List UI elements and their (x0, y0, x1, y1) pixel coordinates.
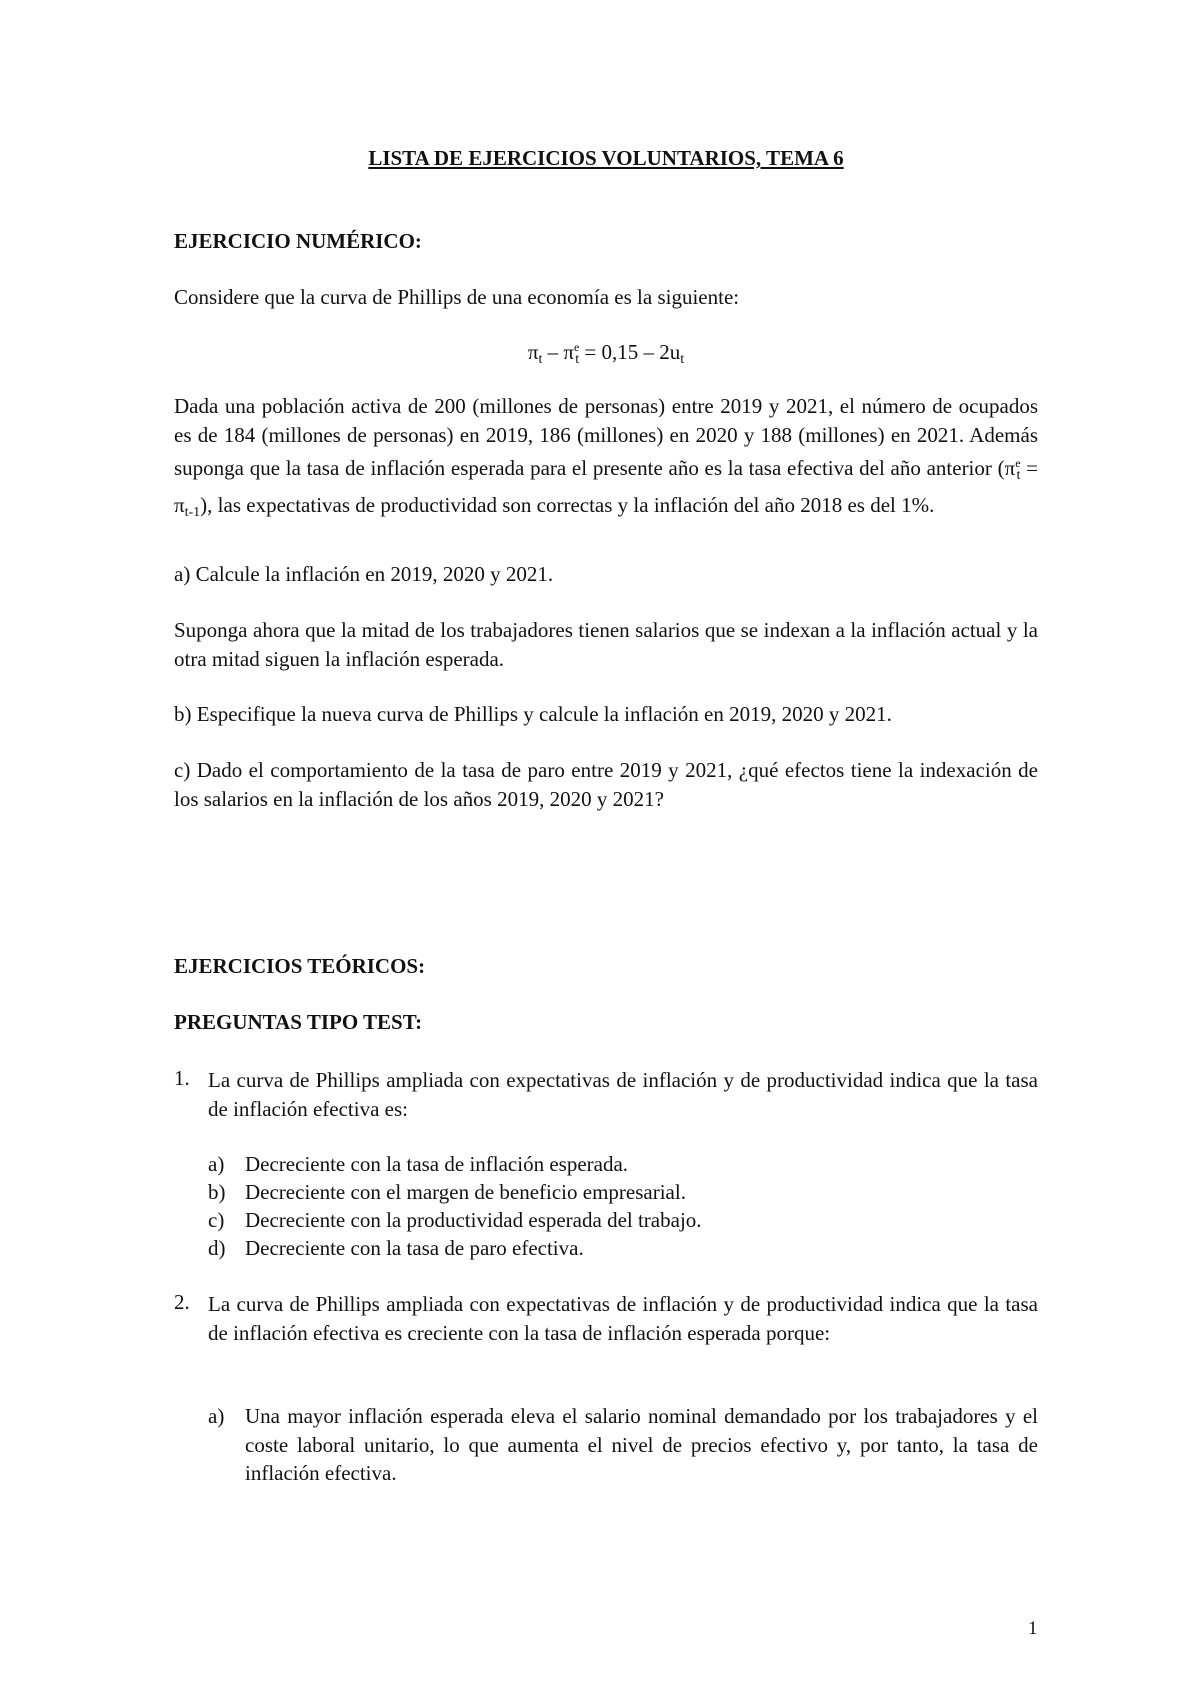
question-number: 2. (174, 1290, 190, 1314)
document-title: LISTA DE EJERCICIOS VOLUNTARIOS, TEMA 6 (368, 146, 844, 170)
option-letter: d) (208, 1236, 226, 1260)
problem-statement (174, 392, 1038, 527)
inline-sub-t-minus-1: t-1 (184, 504, 201, 520)
problem-text-2: ), las expectativas de productividad son correctas y la inflación del año 2018 es del 1%. (200, 492, 935, 517)
option-text: Decreciente con la tasa de inflación esperada. (245, 1152, 629, 1176)
option-letter: b) (208, 1180, 226, 1204)
question-b: b) Especifique la nueva curva de Phillips y calcule la inflación en 2019, 2020 y 2021. (174, 702, 892, 726)
inline-pi: π (1004, 456, 1016, 480)
question-number: 1. (174, 1066, 190, 1090)
option-text: Decreciente con el margen de beneficio empresarial. (245, 1180, 686, 1204)
formula-sup-e: e (573, 340, 580, 354)
formula-minus: – (547, 340, 559, 364)
formula-rhs: = 0,15 – 2u (584, 340, 681, 364)
inline-sub-t: t (1016, 468, 1021, 483)
phillips-formula (174, 340, 1038, 368)
formula-pi: π (527, 340, 539, 364)
formula-sub-t2: t (575, 352, 580, 367)
assumption-paragraph: Suponga ahora que la mitad de los trabajadores tienen salarios que se indexan a la inflación actual y la otra mitad siguen la inflación esperada. (174, 618, 1038, 671)
formula-pi-expected: π (563, 340, 574, 364)
document-page (174, 0, 1038, 1698)
numeric-exercise-heading: EJERCICIO NUMÉRICO: (174, 229, 422, 253)
inline-eq-pi: = π (174, 456, 1039, 517)
intro-text: Considere que la curva de Phillips de una economía es la siguiente: (174, 285, 740, 309)
test-heading: PREGUNTAS TIPO TEST: (174, 1010, 423, 1034)
theory-heading: EJERCICIOS TEÓRICOS: (174, 954, 426, 978)
formula-sub-t: t (538, 352, 543, 367)
option-text: Decreciente con la productividad esperada del trabajo. (245, 1208, 702, 1232)
question-a: a) Calcule la inflación en 2019, 2020 y 2021. (174, 562, 554, 586)
option-letter: c) (208, 1208, 225, 1232)
option-letter: a) (208, 1152, 225, 1176)
question-text: La curva de Phillips ampliada con expectativas de inflación y de productividad indica que la tasa de inflación efectiva es: (208, 1068, 1038, 1121)
question-text: La curva de Phillips ampliada con expectativas de inflación y de productividad indica que la tasa de inflación efectiva es creciente con la tasa de inflación esperada porque: (208, 1292, 1038, 1345)
option-letter: a) (208, 1404, 225, 1428)
problem-text-1: Dada una población activa de 200 (millones de personas) entre 2019 y 2021, el número de ocupados es de 184 (millones de personas) en 2019, 186 (millones) en 2020 y 188 (millones) en 2021. Además suponga que la tasa de inflación esperada para el presente año es la tasa efectiva del año anterior ( (174, 394, 1038, 480)
option-text: Una mayor inflación esperada eleva el salario nominal demandado por los trabajadores y el coste laboral unitario, lo que aumenta el nivel de precios efectivo y, por tanto, la tasa de inflación efectiva. (245, 1404, 1038, 1485)
inline-sup-e: e (1015, 456, 1021, 470)
question-c: c) Dado el comportamiento de la tasa de paro entre 2019 y 2021, ¿qué efectos tiene la indexación de los salarios en la inflación de los años 2019, 2020 y 2021? (174, 758, 1038, 811)
option-text: Decreciente con la tasa de paro efectiva. (245, 1236, 584, 1260)
formula-sub-t3: t (680, 352, 685, 367)
page-number: 1 (1028, 1618, 1038, 1639)
